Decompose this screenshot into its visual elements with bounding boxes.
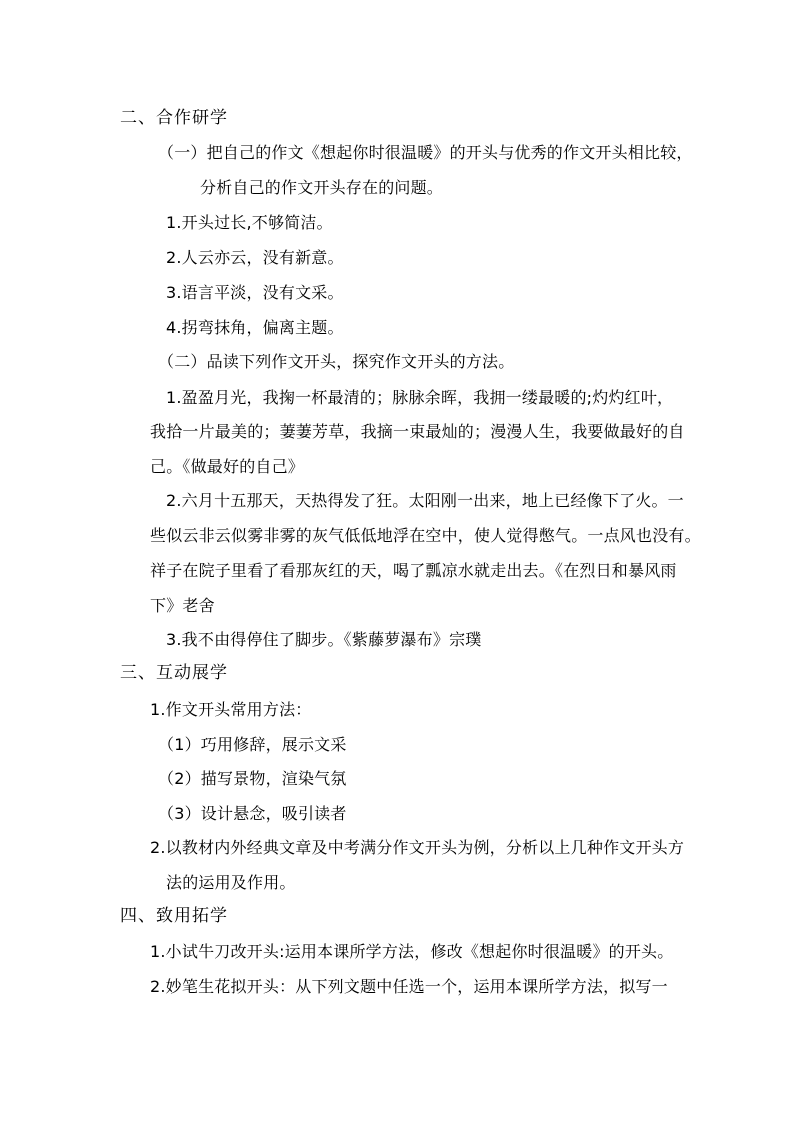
section-3-item-1: 1.作文开头常用方法： (150, 700, 312, 719)
list-item: 2.人云亦云，没有新意。 (166, 248, 344, 267)
example-1-line-2: 我拾一片最美的；萋萋芳草，我摘一束最灿的；漫漫人生，我要做最好的自 (150, 422, 685, 441)
section-2-heading: 二、合作研学 (120, 108, 228, 128)
example-2-line-2: 些似云非云似雾非雾的灰气低低地浮在空中，使人觉得憋气。一点风也没有。 (150, 526, 701, 545)
method-item: （1）巧用修辞，展示文采 (158, 735, 347, 754)
list-item: 3.语言平淡，没有文采。 (166, 283, 344, 302)
section-2-part-1-title-line-2: 分析自己的作文开头存在的问题。 (200, 178, 444, 197)
section-3-item-2-line-1: 2.以教材内外经典文章及中考满分作文开头为例，分析以上几种作文开头方 (150, 838, 685, 857)
section-3-heading: 三、互动展学 (120, 663, 228, 683)
section-4-item-1: 1.小试牛刀改开头:运用本课所学方法，修改《想起你时很温暖》的开头。 (150, 942, 674, 961)
example-2-line-1: 2.六月十五那天，天热得发了狂。太阳刚一出来，地上已经像下了火。一 (166, 491, 684, 510)
example-1-line-3: 己。《做最好的自己》 (150, 457, 305, 476)
list-item: 1.开头过长,不够简洁。 (166, 213, 333, 232)
example-2-line-3: 祥子在院子里看了看那灰红的天，喝了瓢凉水就走出去。《在烈日和暴风雨 (150, 561, 677, 580)
example-1-line-1: 1.盈盈月光，我掬一杯最清的；脉脉余晖，我拥一缕最暖的;灼灼红叶， (166, 388, 674, 407)
list-item: 4.拐弯抹角，偏离主题。 (166, 318, 344, 337)
method-item: （2）描写景物，渲染气氛 (158, 769, 347, 788)
section-4-heading: 四、致用拓学 (120, 906, 228, 926)
section-2-part-1-title-line-1: （一）把自己的作文《想起你时很温暖》的开头与优秀的作文开头相比较， (158, 143, 693, 162)
section-3-item-2-line-2: 法的运用及作用。 (166, 873, 296, 892)
example-2-line-4: 下》老舍 (150, 596, 215, 615)
section-2-part-2-title: （二）品读下列作文开头，探究作文开头的方法。 (158, 352, 515, 371)
section-4-item-2: 2.妙笔生花拟开头：从下列文题中任选一个，运用本课所学方法，拟写一 (150, 977, 668, 996)
method-item: （3）设计悬念，吸引读者 (158, 804, 347, 823)
example-3: 3.我不由得停住了脚步。《紫藤萝瀑布》宗璞 (166, 630, 482, 649)
